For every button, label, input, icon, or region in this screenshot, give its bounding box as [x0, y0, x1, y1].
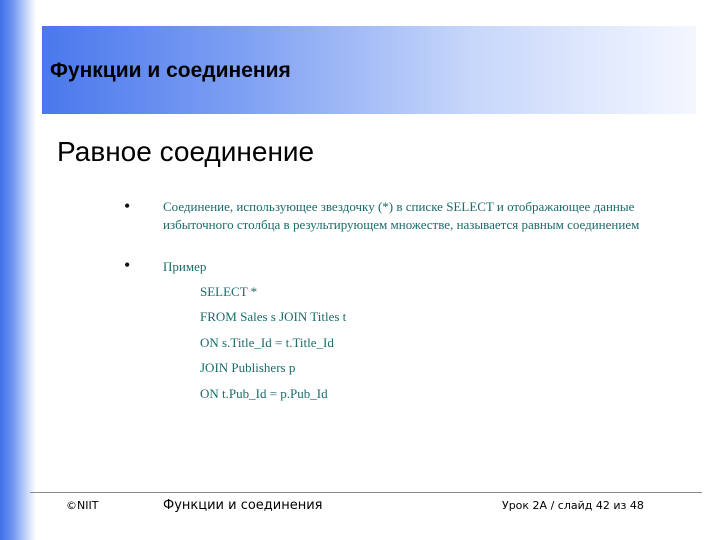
- code-line-4: JOIN Publishers p: [200, 360, 296, 375]
- footer-copyright: ©NIIT: [66, 499, 99, 512]
- slide-title: Равное соединение: [57, 136, 315, 167]
- code-line-2: FROM Sales s JOIN Titles t: [200, 309, 347, 324]
- bullet-marker-2: •: [124, 255, 131, 275]
- footer-slide-info: Урок 2A / слайд 42 из 48: [502, 499, 644, 512]
- footer-divider: [30, 492, 702, 493]
- header-title: Функции и соединения: [50, 59, 291, 82]
- code-line-3: ON s.Title_Id = t.Title_Id: [200, 335, 334, 350]
- footer-topic: Функции и соединения: [163, 498, 323, 513]
- bullet-marker-1: •: [124, 196, 131, 216]
- code-line-1: SELECT *: [200, 284, 258, 299]
- code-line-5: ON t.Pub_Id = p.Pub_Id: [200, 386, 328, 401]
- left-decorative-bar: [0, 0, 36, 540]
- bullet-text-1: Соединение, использующее звездочку (*) в списке SELECT и отображающее данные избыточного столбца в результирующем множестве, называется равным соединением: [163, 199, 640, 232]
- bullet-text-2: Пример: [163, 259, 207, 274]
